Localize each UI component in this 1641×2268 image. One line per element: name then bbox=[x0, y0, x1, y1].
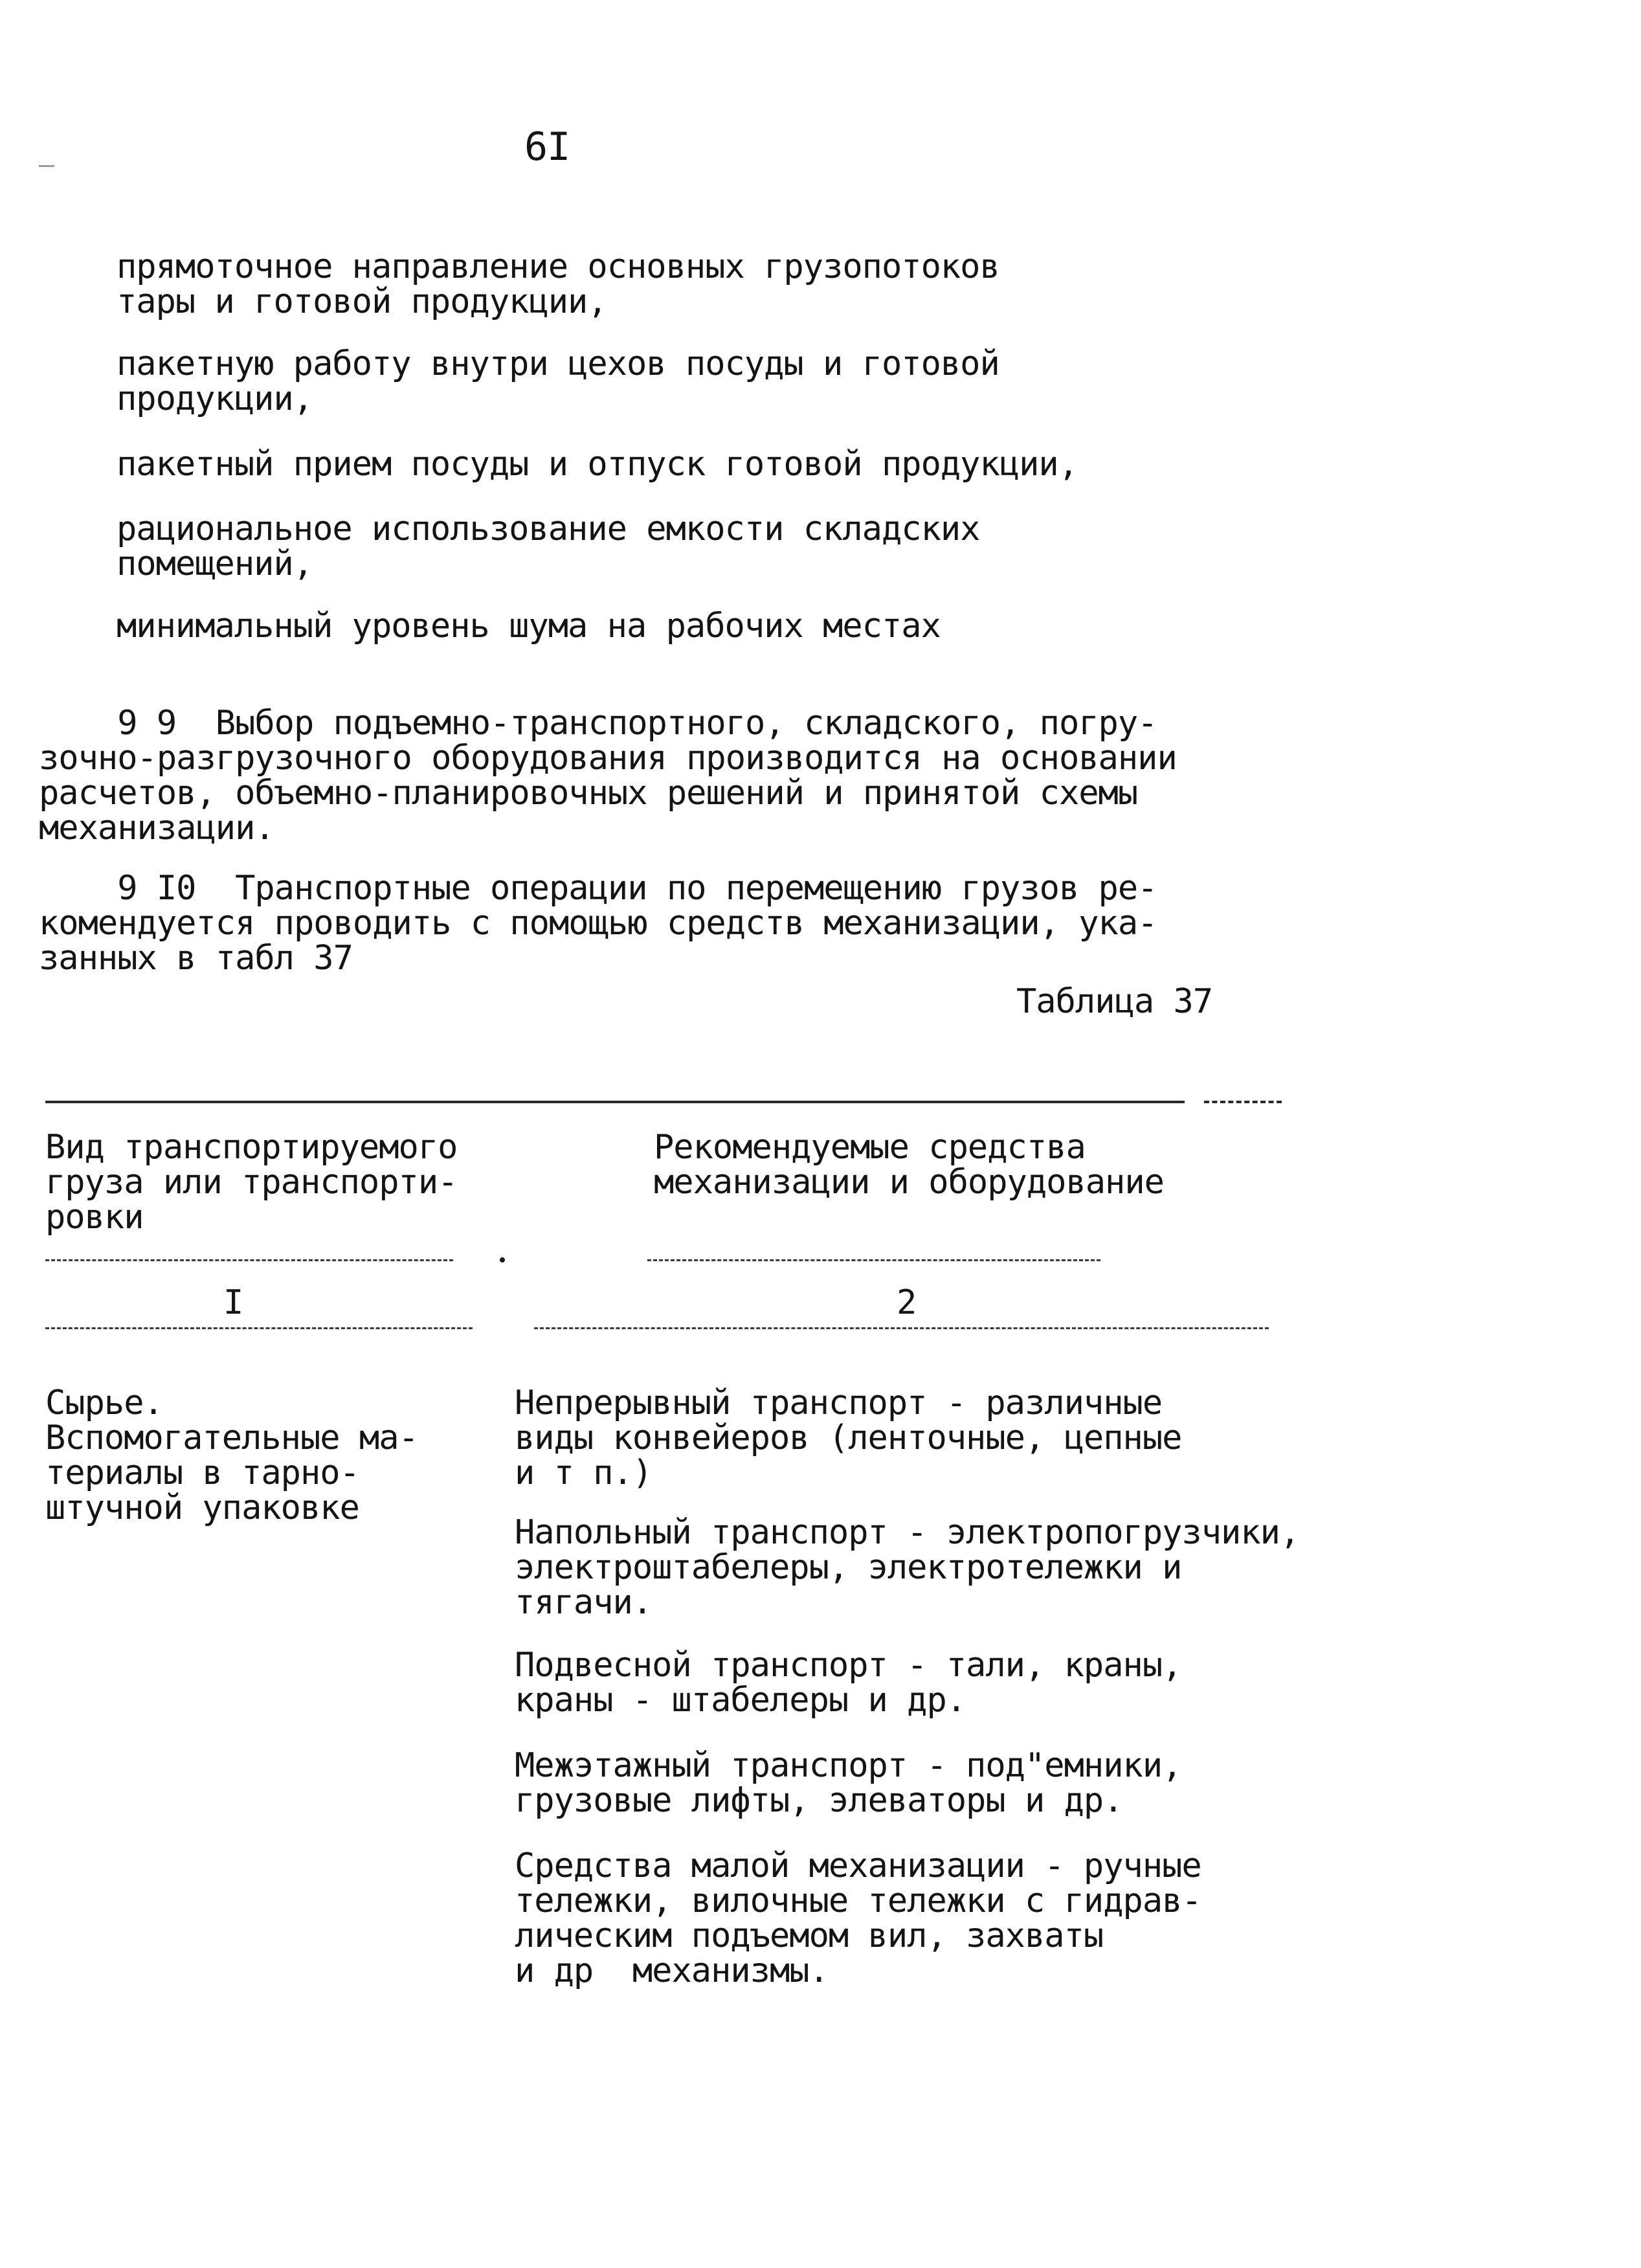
table-header-col2: Рекомендуемые средства механизации и оборудование bbox=[654, 1128, 1164, 1202]
number-rule-col2 bbox=[534, 1327, 1269, 1329]
column-number-1: I bbox=[223, 1283, 243, 1322]
table-cell-equipment: Межэтажный транспорт - под"емники, грузовые лифты, элеваторы и др. bbox=[515, 1746, 1182, 1820]
rule-dot bbox=[500, 1257, 505, 1263]
table-cell-equipment: Напольный транспорт - электропогрузчики, электроштабелеры, электротележки и тягачи. bbox=[515, 1513, 1300, 1622]
list-item: пакетный прием посуды и отпуск готовой продукции, bbox=[117, 445, 1078, 484]
page-number: 6I bbox=[524, 124, 570, 170]
list-item: прямоточное направление основных грузопотоков тары и готовой продукции, bbox=[117, 247, 999, 321]
column-number-2: 2 bbox=[897, 1283, 917, 1322]
table-top-rule bbox=[45, 1101, 1185, 1103]
paragraph-9-10: 9 I0 Транспортные операции по перемещению грузов ре- комендуется проводить с помощью средств механизации, ука- занных в табл 37 bbox=[39, 869, 1157, 978]
number-rule-col1 bbox=[45, 1327, 473, 1329]
paragraph-9-9: 9 9 Выбор подъемно-транспортного, складского, погру- зочно-разгрузочного оборудования производится на основании расчетов, объемно-планировочных решений и принятой схемы механизации. bbox=[39, 704, 1177, 848]
table-cell-equipment: Подвесной транспорт - тали, краны, краны - штабелеры и др. bbox=[515, 1646, 1182, 1720]
table-cell-equipment: Непрерывный транспорт - различные виды конвейеров (ленточные, цепные и т п.) bbox=[515, 1384, 1182, 1492]
table-top-rule-tail bbox=[1204, 1101, 1282, 1103]
list-item: минимальный уровень шума на рабочих местах bbox=[117, 607, 941, 646]
margin-mark bbox=[39, 165, 54, 167]
list-item: рациональное использование емкости складских помещений, bbox=[117, 510, 980, 583]
header-rule-col2 bbox=[647, 1259, 1100, 1261]
header-rule-col1 bbox=[45, 1259, 453, 1261]
list-item: пакетную работу внутри цехов посуды и готовой продукции, bbox=[117, 344, 999, 418]
table-header-col1: Вид транспортируемого груза или транспорти- ровки bbox=[45, 1128, 458, 1237]
table-caption: Таблица 37 bbox=[1016, 982, 1213, 1021]
table-cell-equipment: Средства малой механизации - ручные тележки, вилочные тележки с гидрав- лическим подъемом вил, захваты и др механизмы. bbox=[515, 1847, 1201, 1990]
table-cell-cargo: Сырье. Вспомогательные ма- териалы в тарно- штучной упаковке bbox=[45, 1384, 418, 1527]
